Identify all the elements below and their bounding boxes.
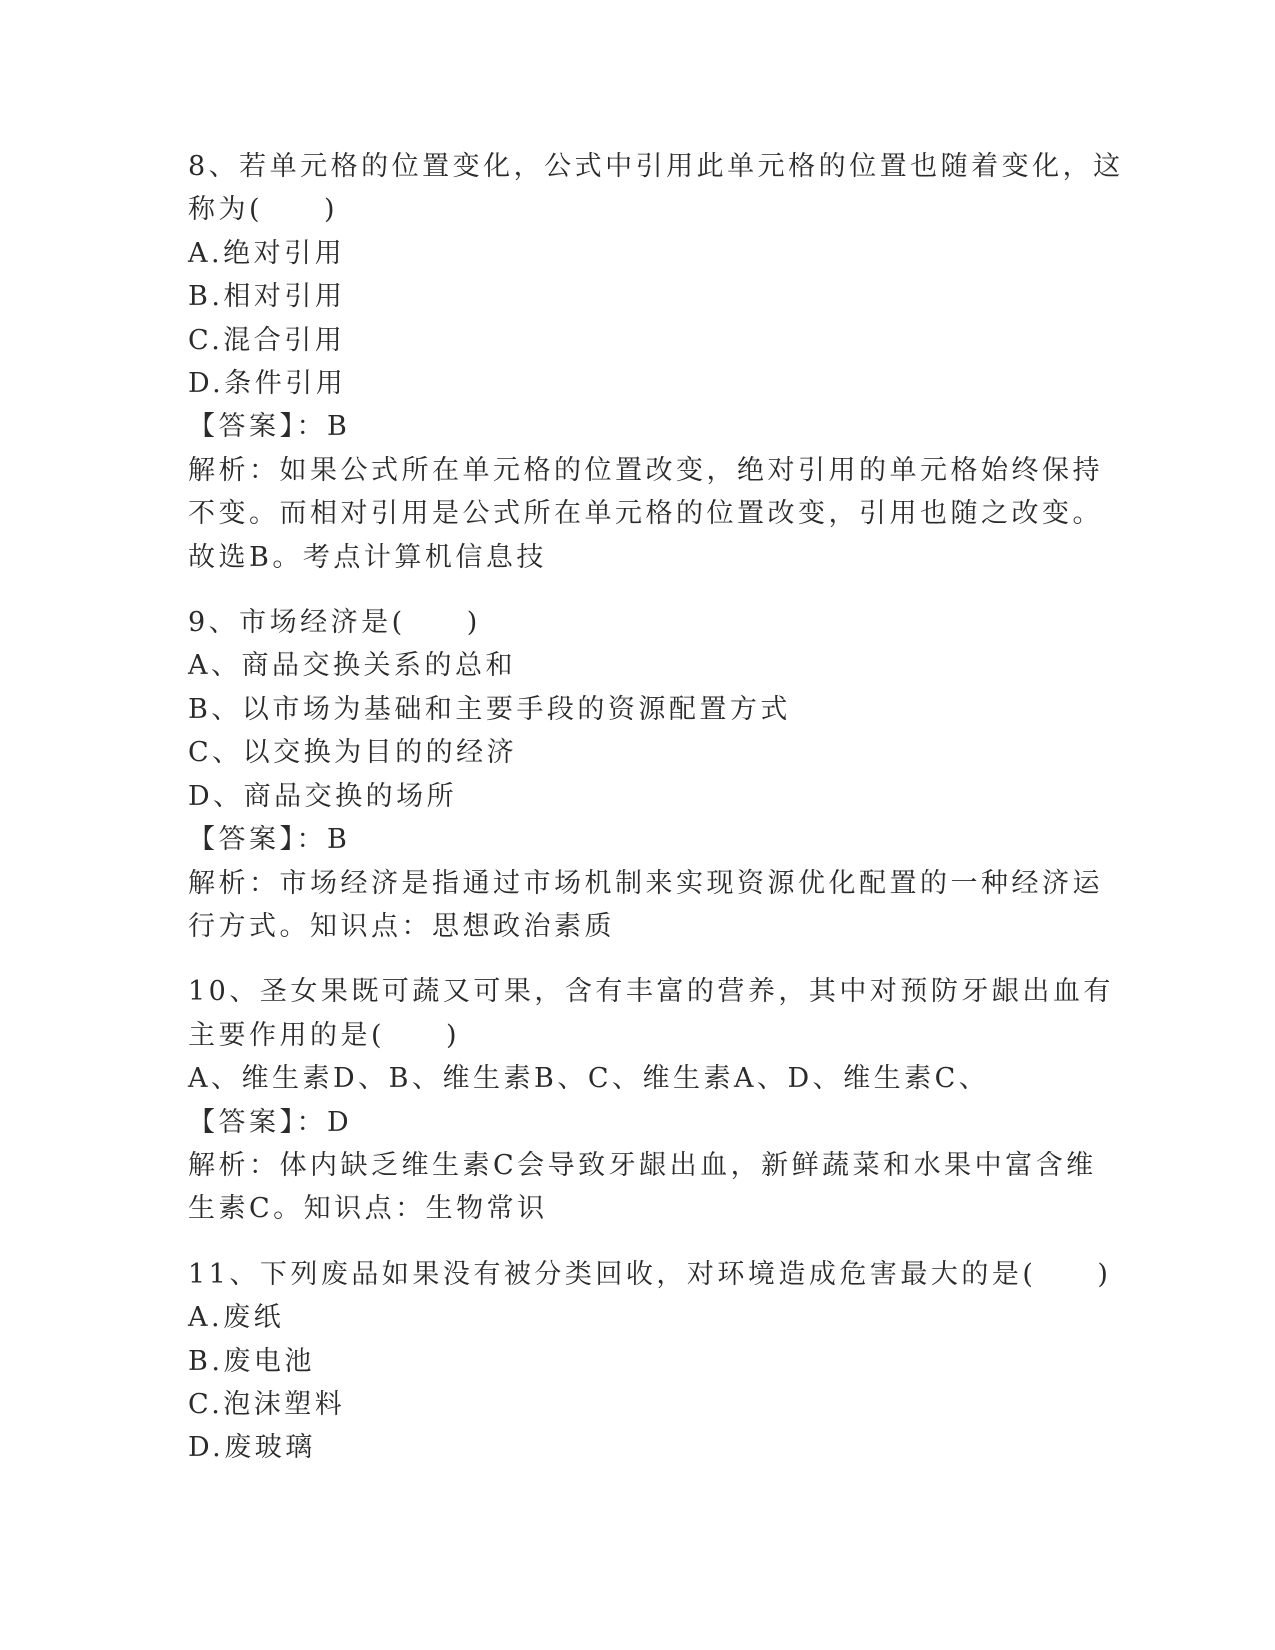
analysis-line: 不变。而相对引用是公式所在单元格的位置改变，引用也随之改变。 [188, 498, 1103, 530]
option-a: A、商品交换关系的总和 [188, 650, 516, 682]
analysis-line: 解析：如果公式所在单元格的位置改变，绝对引用的单元格始终保持 [188, 454, 1103, 486]
answer: 【答案】：B [188, 411, 351, 443]
option-c: C.混合引用 [188, 324, 346, 356]
question-9 [188, 601, 1103, 948]
option-b: B、以市场为基础和主要手段的资源配置方式 [188, 693, 791, 725]
question-stem-line: 8、若单元格的位置变化，公式中引用此单元格的位置也随着变化，这 [188, 151, 1124, 182]
question-stem-line: 称为( ) [188, 194, 339, 226]
question-stem-line: 主要作用的是( ) [188, 1019, 461, 1051]
question-10 [188, 970, 1114, 1230]
answer: 【答案】：B [188, 824, 351, 856]
answer: 【答案】：D [188, 1106, 353, 1138]
options-inline: A、维生素D、B、维生素B、C、维生素A、D、维生素C、 [188, 1063, 990, 1095]
question-list [188, 145, 1124, 1470]
analysis-line: 解析：体内缺乏维生素C会导致牙龈出血，新鲜蔬菜和水果中富含维 [188, 1149, 1097, 1181]
option-c: C、以交换为目的的经济 [188, 737, 518, 769]
question-stem-line: 11、下列废品如果没有被分类回收，对环境造成危害最大的是( ) [188, 1258, 1112, 1290]
option-a: A.绝对引用 [188, 237, 346, 269]
analysis-line: 生素C。知识点：生物常识 [188, 1193, 548, 1225]
question-11 [188, 1253, 1112, 1470]
question-8 [188, 145, 1124, 579]
analysis-line: 解析：市场经济是指通过市场机制来实现资源优化配置的一种经济运 [188, 867, 1103, 899]
option-c: C.泡沫塑料 [188, 1388, 346, 1420]
option-d: D.条件引用 [188, 368, 347, 400]
analysis-line: 故选B。考点计算机信息技 [188, 541, 547, 573]
option-d: D、商品交换的场所 [188, 780, 458, 812]
option-b: B.相对引用 [188, 281, 346, 313]
analysis-line: 行方式。知识点：思想政治素质 [188, 910, 615, 942]
option-b: B.废电池 [188, 1345, 315, 1377]
option-a: A.废纸 [188, 1302, 285, 1334]
question-stem-line: 10、圣女果既可蔬又可果，含有丰富的营养，其中对预防牙龈出血有 [188, 976, 1114, 1008]
option-d: D.废玻璃 [188, 1432, 316, 1464]
question-stem-line: 9、市场经济是( ) [188, 607, 481, 639]
